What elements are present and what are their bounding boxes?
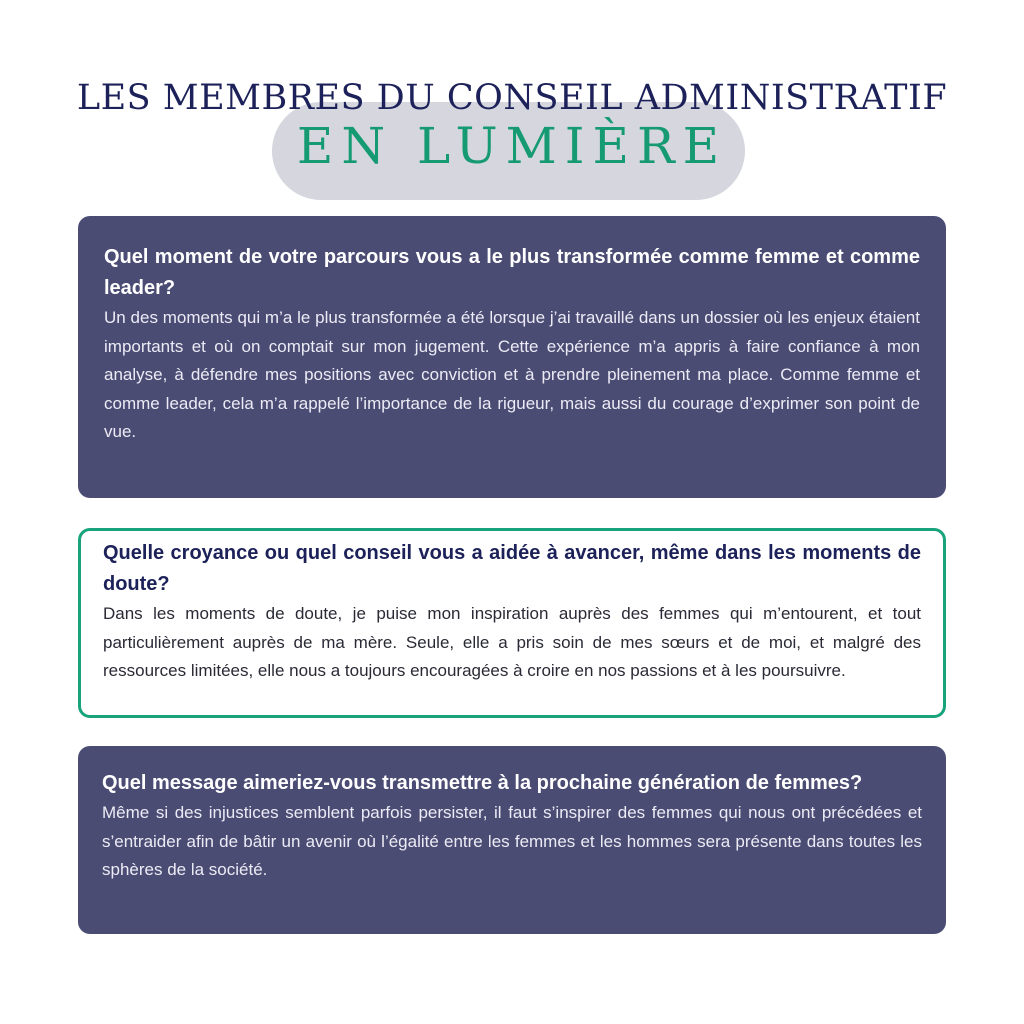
page-subtitle: EN LUMIÈRE — [296, 117, 728, 175]
question-text: Quelle croyance ou quel conseil vous a aidée à avancer, même dans les moments de doute? — [103, 542, 921, 595]
answer-text: Dans les moments de doute, je puise mon inspiration auprès des femmes qui m’entourent, et tout particulièrement auprès de ma mère. Seule, elle a pris soin de mes sœurs et de moi, et malgré des ressources limitées, elle nous a toujours encouragées à croire en nos passions et à les poursuivre. — [103, 604, 921, 680]
answer-text: Même si des injustices semblent parfois persister, il faut s’inspirer des femmes qui nous ont précédées et s’entraider afin de bâtir un avenir où l’égalité entre les femmes et les hommes sera présente dans toutes les sphères de la société. — [102, 803, 922, 879]
qa-card-3 — [78, 746, 946, 934]
answer-text: Un des moments qui m’a le plus transformée a été lorsque j’ai travaillé dans un dossier où les enjeux étaient importants et où on comptait sur mon jugement. Cette expérience m’a appris à faire confiance à mon analyse, à défendre mes positions avec conviction et à prendre pleinement ma place. Comme femme et comme leader, cela m’a rappelé l’importance de la rigueur, mais aussi du courage d’exprimer son point de vue. — [104, 308, 920, 441]
qa-card-2 — [78, 528, 946, 718]
page-header — [0, 0, 1024, 210]
question-text: Quel moment de votre parcours vous a le plus transformée comme femme et comme leader? — [104, 246, 920, 299]
page-title: LES MEMBRES DU CONSEIL ADMINISTRATIF — [76, 78, 948, 118]
question-text: Quel message aimeriez-vous transmettre à la prochaine génération de femmes? — [102, 772, 863, 794]
qa-card-1 — [78, 216, 946, 498]
